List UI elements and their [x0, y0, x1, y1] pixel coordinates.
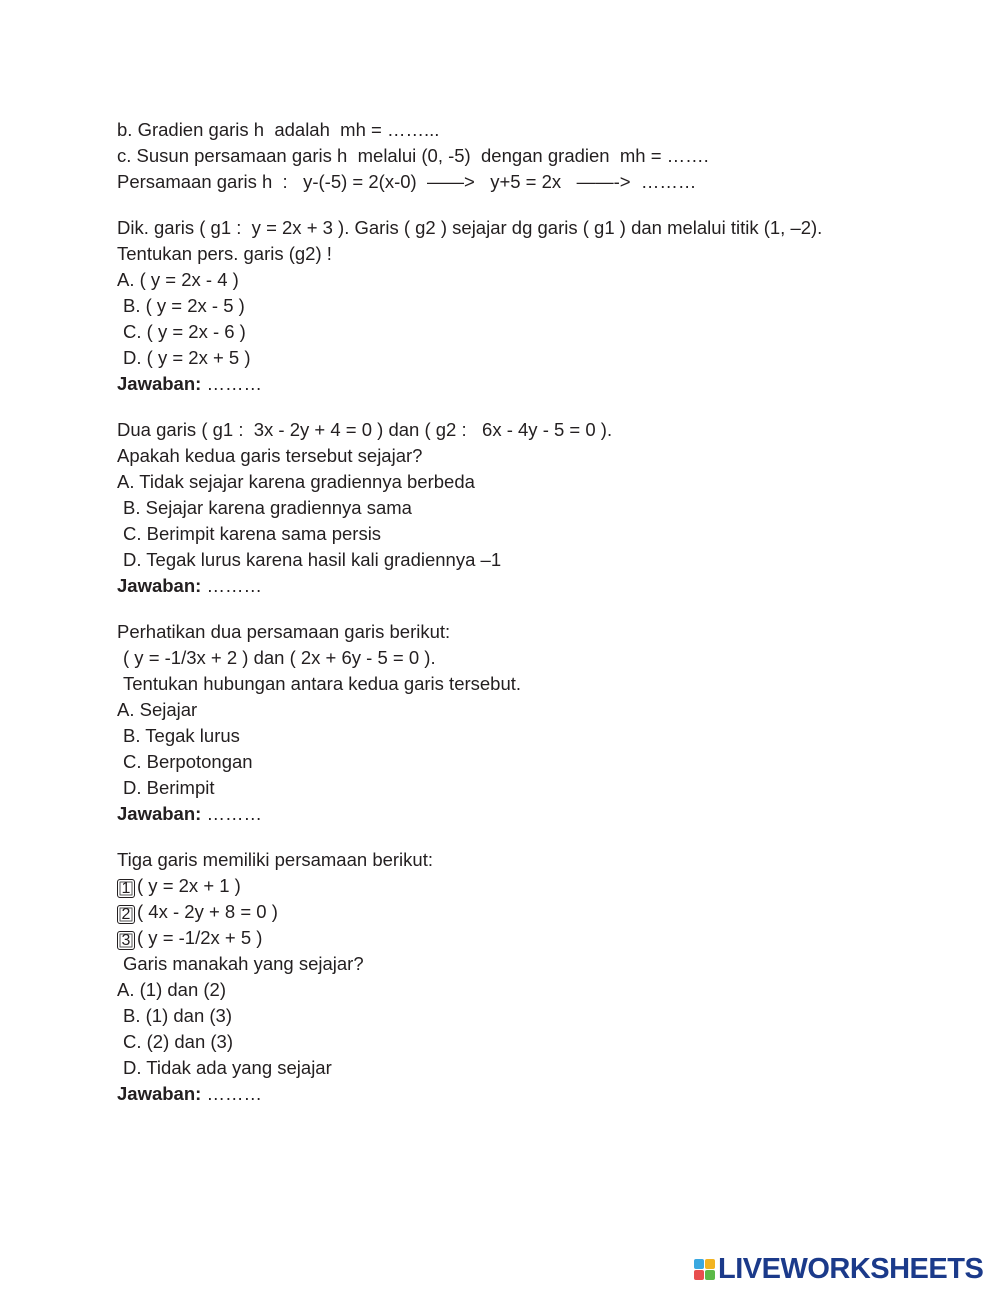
question-4-prompt: Garis manakah yang sejajar?	[123, 953, 364, 974]
question-3-equations: ( y = -1/3x + 2 ) dan ( 2x + 6y - 5 = 0 ).	[123, 647, 436, 668]
number-box-icon: 3	[117, 931, 135, 950]
question-2-option-b: B. Sejajar karena gradiennya sama	[123, 497, 412, 518]
question-4	[117, 847, 917, 1107]
question-4-line-2	[117, 899, 917, 925]
question-1-prompt: Tentukan pers. garis (g2) !	[117, 243, 332, 264]
question-1	[117, 215, 917, 397]
question-4-line-1	[117, 873, 917, 899]
question-1-answer[interactable]	[117, 371, 917, 397]
question-3-answer[interactable]	[117, 801, 917, 827]
question-1-stem: Dik. garis ( g1 : y = 2x + 3 ). Garis ( g2 ) sejajar dg garis ( g1 ) dan melalui titik (1, –2).	[117, 217, 823, 238]
question-3-stem: Perhatikan dua persamaan garis berikut:	[117, 621, 451, 642]
question-1-option-b: B. ( y = 2x - 5 )	[123, 295, 245, 316]
question-1-option-d: D. ( y = 2x + 5 )	[123, 347, 251, 368]
worksheet-content	[117, 117, 917, 1107]
question-2-stem: Dua garis ( g1 : 3x - 2y + 4 = 0 ) dan ( g2 : 6x - 4y - 5 = 0 ).	[117, 419, 613, 440]
prev-item-b: b. Gradien garis h adalah mh = ……...	[117, 119, 440, 140]
question-1-option-c: C. ( y = 2x - 6 )	[123, 321, 246, 342]
question-2-answer[interactable]	[117, 573, 917, 599]
question-2	[117, 417, 917, 599]
answer-blank[interactable]: ………	[201, 1083, 262, 1104]
logo-mark-icon	[694, 1259, 715, 1280]
line-equation: ( y = -1/2x + 5 )	[137, 927, 263, 948]
question-3	[117, 619, 917, 827]
question-2-option-d: D. Tegak lurus karena hasil kali gradiennya –1	[123, 549, 502, 570]
question-4-stem: Tiga garis memiliki persamaan berikut:	[117, 849, 433, 870]
line-equation: ( 4x - 2y + 8 = 0 )	[137, 901, 278, 922]
number-box-icon: 1	[117, 879, 135, 898]
prev-equation: Persamaan garis h : y-(-5) = 2(x-0) ——> y+5 = 2x ——-> ………	[117, 171, 697, 192]
question-4-option-a: A. (1) dan (2)	[117, 979, 226, 1000]
question-2-option-a: A. Tidak sejajar karena gradiennya berbeda	[117, 471, 475, 492]
question-4-line-3	[117, 925, 917, 951]
liveworksheets-logo	[694, 1255, 983, 1283]
question-4-answer[interactable]	[117, 1081, 917, 1107]
answer-blank[interactable]: ………	[201, 373, 262, 394]
question-3-option-a: A. Sejajar	[117, 699, 198, 720]
line-equation: ( y = 2x + 1 )	[137, 875, 241, 896]
number-box-icon: 2	[117, 905, 135, 924]
answer-label: Jawaban:	[117, 803, 202, 824]
question-2-option-c: C. Berimpit karena sama persis	[123, 523, 382, 544]
question-3-prompt: Tentukan hubungan antara kedua garis tersebut.	[123, 673, 522, 694]
answer-label: Jawaban:	[117, 575, 202, 596]
question-4-option-b: B. (1) dan (3)	[123, 1005, 232, 1026]
question-3-option-c: C. Berpotongan	[123, 751, 253, 772]
prev-item-c: c. Susun persamaan garis h melalui (0, -5) dengan gradien mh = …….	[117, 145, 709, 166]
logo-text: LIVEWORKSHEETS	[718, 1253, 984, 1285]
answer-label: Jawaban:	[117, 373, 202, 394]
question-3-option-d: D. Berimpit	[123, 777, 215, 798]
question-2-prompt: Apakah kedua garis tersebut sejajar?	[117, 445, 423, 466]
answer-blank[interactable]: ………	[201, 575, 262, 596]
question-1-option-a: A. ( y = 2x - 4 )	[117, 269, 239, 290]
question-3-option-b: B. Tegak lurus	[123, 725, 240, 746]
answer-blank[interactable]: ………	[201, 803, 262, 824]
answer-label: Jawaban:	[117, 1083, 202, 1104]
question-4-option-d: D. Tidak ada yang sejajar	[123, 1057, 332, 1078]
question-4-option-c: C. (2) dan (3)	[123, 1031, 234, 1052]
